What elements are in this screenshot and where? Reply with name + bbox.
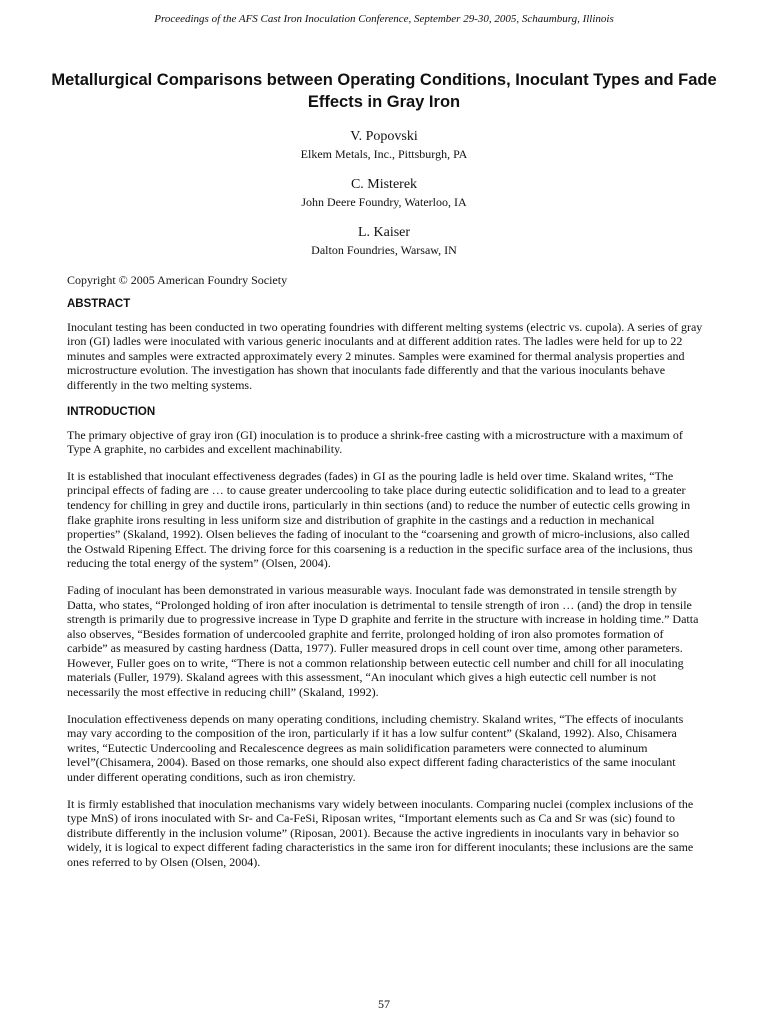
author-affiliation: Dalton Foundries, Warsaw, IN (311, 243, 457, 257)
author-block (0, 176, 768, 224)
author-name: V. Popovski (350, 129, 418, 144)
copyright-notice: Copyright © 2005 American Foundry Society (67, 273, 288, 287)
introduction-paragraph: The primary objective of gray iron (GI) inoculation is to produce a shrink-free casting with a microstructure with a maximum of Type A graphite, no carbides and excellent machinability. (67, 427, 683, 457)
introduction-paragraph: Fading of inoculant has been demonstrated in various measurable ways. Inoculant fade was demonstrated in tensile strength by Datta, who states, “Prolonged holding of iron after inoculation is detrimental to tensile strength of iron … (and) the drop in tensile strength is primarily due to progressive increase in Type D graphite and ferrite in the structure with increase in holding time.” Datta also observes, “Besides formation of undercooled graphite and ferrite, prolonged holding of iron also promotes formation of carbide” as measured by casting hardness (Datta, 1977). Fuller measured drops in cell count over time, among other parameters. However, Fuller goes on to write, “There is not a common relationship between eutectic cell number and chill for all inoculating materials (Fuller, 1979). Skaland agrees with this assessment, “An inoculant which gives a high eutectic cell number is not necessarily the most effective in reducing chill” (Skaland, 1992). (67, 582, 699, 700)
author-block (0, 128, 768, 176)
author-name: L. Kaiser (357, 225, 411, 240)
introduction-paragraph: It is firmly established that inoculation mechanisms vary widely between inoculants. Comparing nuclei (complex inclusions of the type MnS) of irons inoculated with Sr- and Ca-FeSi, Riposan writes, “Important elements such as Ca and Sr was (sic) found to distribute differently in the inclusion volume” (Riposan, 2001). Because the active ingredients in inoculants vary in behavior so widely, it is logical to expect different fading characteristics in the same iron for different inoculants; these inclusions are the same ones referred to by Olsen (Olsen, 2004). (67, 796, 694, 869)
running-header: Proceedings of the AFS Cast Iron Inoculation Conference, September 29-30, 2005, Schaumburg, Illinois (154, 13, 614, 25)
abstract-paragraph: Inoculant testing has been conducted in two operating foundries with different melting systems (electric vs. cupola). A series of gray iron (GI) ladles were inoculated with various generic inoculants and at different addition rates. The ladles were held for up to 22 minutes and samples were extracted approximately every 2 minutes. Samples were examined for thermal analysis properties and microstructure evolution. The investigation has shown that inoculants fade differently and that the various inoculants behave differently in the two melting systems. (67, 319, 703, 392)
author-affiliation: Elkem Metals, Inc., Pittsburgh, PA (300, 147, 468, 161)
introduction-paragraph: Inoculation effectiveness depends on many operating conditions, including chemistry. Skaland writes, “The effects of inoculants may vary according to the composition of the iron, particularly if it has a low sulfur content” (Skaland, 1992). Also, Chisamera writes, “Eutectic Undercooling and Recalescence degrees as main solidification parameters were connected to aluminum level”(Chisamera, 2004). Based on those remarks, one should also expect different fading characteristics of the same inoculant under different operating conditions, such as iron chemistry. (67, 711, 684, 785)
abstract-heading: ABSTRACT (67, 297, 131, 310)
author-list (0, 128, 768, 272)
page-number: 57 (378, 997, 390, 1011)
author-affiliation: John Deere Foundry, Waterloo, IA (301, 195, 467, 209)
body-text (67, 273, 703, 882)
introduction-paragraph: It is established that inoculant effectiveness degrades (fades) in GI as the pouring ladle is held over time. Skaland writes, “The principal effects of fading are … to cause greater undercooling to take place during eutectic solidification and to lead to a greater tendency for chilling in grey and ductile irons, particularly in thin sections (and) to reduce the number of eutectic cells growing in flake graphite irons resulting in less uniform size and distribution of graphite in the castings and a reduction in mechanical properties” (Skaland, 1992). Olsen believes the fading of inoculant to the “coarsening and growth of micro-inclusions, also called the Ostwald Ripening Effect. The driving force for this coarsening is a reduction in the specific surface area of the inclusions, thus reducing the total energy of the system” (Olsen, 2004). (67, 468, 693, 571)
author-block (0, 224, 768, 272)
author-name: C. Misterek (350, 177, 418, 192)
introduction-heading: INTRODUCTION (67, 405, 156, 418)
paper-title: Metallurgical Comparisons between Operating Conditions, Inoculant Types and Fade Effects in Gray Iron (51, 71, 717, 111)
